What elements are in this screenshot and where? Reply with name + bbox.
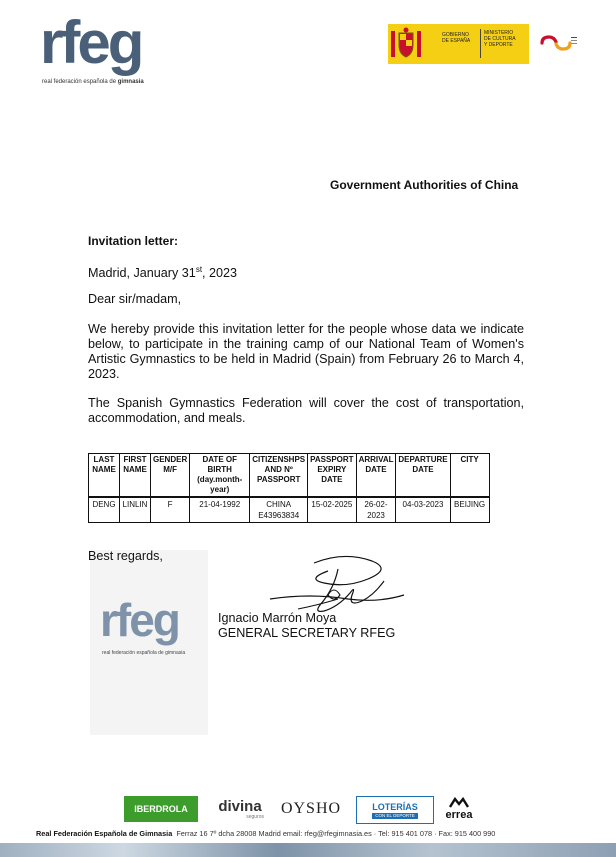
rfeg-logo-subtitle: real federación española de gimnasia xyxy=(42,79,144,85)
csd-logo-icon xyxy=(538,33,578,53)
divina-seguros-logo xyxy=(216,796,264,822)
cell-city: BEIJING xyxy=(450,497,489,523)
divina-sub-label: seguros xyxy=(246,813,264,820)
col-gender: GENDER M/F xyxy=(151,454,190,498)
col-first-name: FIRST NAME xyxy=(120,454,151,498)
salutation: Dear sir/madam, xyxy=(88,292,182,306)
cell-first-name: LINLIN xyxy=(120,497,151,523)
cell-citizenship-passport: CHINA E43963834 xyxy=(250,497,308,523)
col-date-of-birth: DATE OF BIRTH (day.month-year) xyxy=(190,454,250,498)
ministry-line-1: MINISTERIO xyxy=(484,30,514,36)
rfeg-logo: rfeg xyxy=(40,9,142,76)
stamp-subtitle: real federación española de gimnasia xyxy=(102,650,186,656)
stamp-logo: rfeg xyxy=(100,594,179,646)
date-line: Madrid, January 31st, 2023 xyxy=(88,265,238,281)
ministry-line-3: Y DEPORTE xyxy=(484,42,513,48)
footer-band xyxy=(0,843,616,857)
participants-table xyxy=(88,453,490,523)
cell-last-name: DENG xyxy=(89,497,120,523)
cell-date-of-birth: 21-04-1992 xyxy=(190,497,250,523)
errea-label: errea xyxy=(445,809,473,821)
body-paragraph-1: We hereby provide this invitation letter for the people whose data we indicate below, to participate in the training camp of our National Team of Women's Artistic Gymnastics to be held in Madrid (Spain) from February 26 to March 4, 2023. xyxy=(88,322,524,381)
signer-role: GENERAL SECRETARY RFEG xyxy=(218,626,396,640)
oysho-label: OYSHO xyxy=(280,800,342,817)
col-passport-expiry: PASSPORT EXPIRY DATE xyxy=(308,454,356,498)
col-citizenship-passport: CITIZENSHPS AND Nº PASSPORT xyxy=(250,454,308,498)
col-arrival-date: ARRIVAL DATE xyxy=(356,454,396,498)
table-row xyxy=(89,497,490,523)
government-logo xyxy=(388,24,529,64)
errea-emblem-icon xyxy=(448,797,470,809)
cell-departure-date: 04-03-2023 xyxy=(396,497,450,523)
errea-logo xyxy=(440,796,478,822)
letter-title: Invitation letter: xyxy=(88,234,179,248)
coat-of-arms-icon xyxy=(391,27,421,61)
table-header-row xyxy=(89,454,490,498)
loterias-label: LOTERÍAS xyxy=(372,801,418,812)
col-city: CITY xyxy=(450,454,489,498)
cell-passport-expiry: 15-02-2025 xyxy=(308,497,356,523)
cell-gender: F xyxy=(151,497,190,523)
oysho-logo xyxy=(280,796,342,822)
iberdrola-label: IBERDROLA xyxy=(134,804,188,814)
divider xyxy=(480,29,481,58)
cell-arrival-date: 26-02-2023 xyxy=(356,497,396,523)
body-paragraph-2: The Spanish Gymnastics Federation will cover the cost of transportation, accommodation, and meals. xyxy=(88,396,524,425)
ministry-line-2: DE CULTURA xyxy=(484,36,516,42)
iberdrola-logo xyxy=(124,796,198,822)
loterias-logo xyxy=(356,796,434,824)
closing-regards: Best regards, xyxy=(88,549,163,563)
divina-label: divina xyxy=(218,797,262,815)
recipient-line: Government Authorities of China xyxy=(330,178,519,192)
gov-line-1: GOBIERNO xyxy=(442,32,469,38)
signer-name: Ignacio Marrón Moya xyxy=(218,611,337,625)
footer-contact: Real Federación Española de Gimnasia Ferraz 16 7º dcha 28008 Madrid email: rfeg@rfegimnasia.es · Tel: 915 401 078 · Fax: 915 400 990 xyxy=(36,829,496,838)
col-departure-date: DEPARTURE DATE xyxy=(396,454,450,498)
gov-line-2: DE ESPAÑA xyxy=(442,38,471,44)
loterias-sub-label: CON EL DEPORTE xyxy=(372,813,418,819)
col-last-name: LAST NAME xyxy=(89,454,120,498)
